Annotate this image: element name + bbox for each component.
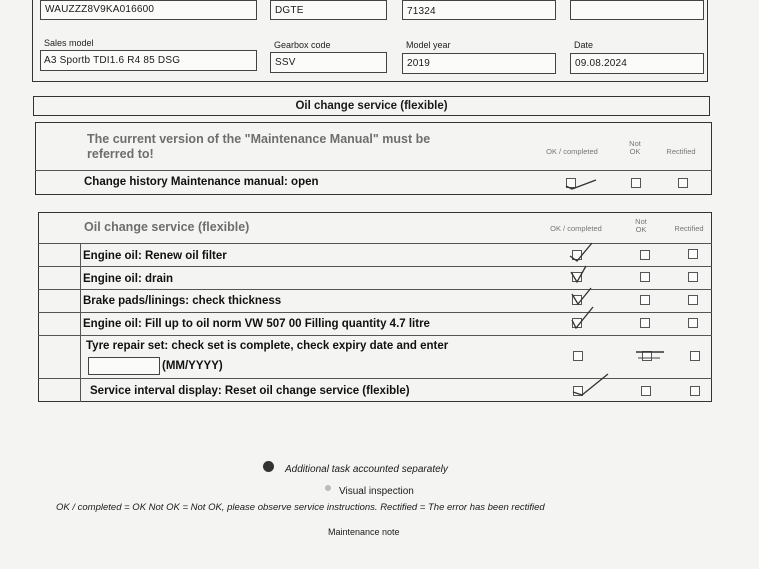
model-year-label: Model year: [406, 40, 451, 50]
filled-dot-icon: [263, 461, 274, 472]
oil-row3-ok-checkbox[interactable]: [572, 295, 582, 305]
oil-header-divider: [38, 243, 712, 244]
oil-row-tyre-repair: Tyre repair set: check set is complete, check expiry date and enter: [86, 340, 449, 352]
manual-notice: [87, 132, 430, 162]
oil-row-brake-pads: Brake pads/linings: check thickness: [83, 295, 282, 307]
tyre-expiry-input[interactable]: [88, 357, 160, 375]
model-year-value: 2019: [407, 58, 431, 69]
oil-row5-ok-checkbox[interactable]: [573, 351, 583, 361]
oil-row5-not-ok-checkbox[interactable]: [642, 351, 652, 361]
title-bar: [33, 96, 710, 116]
manual-rectified-checkbox[interactable]: [678, 178, 688, 188]
oil-col-rectified: Rectified: [674, 224, 704, 233]
engine-code-field: [270, 0, 387, 20]
oil-row1-rectified-checkbox[interactable]: [688, 249, 698, 259]
additional-task-text: Additional task accounted separately: [285, 464, 448, 475]
oil-row-renew-filter: Engine oil: Renew oil filter: [83, 250, 227, 262]
vin-field: [40, 0, 257, 20]
manual-row-text: Change history Maintenance manual: open: [84, 176, 319, 188]
oil-row6-rectified-checkbox[interactable]: [690, 386, 700, 396]
vin-value: WAUZZZ8V9KA016600: [45, 4, 155, 15]
manual-not-ok-checkbox[interactable]: [631, 178, 641, 188]
oil-row-divider-3: [38, 312, 712, 313]
manual-col-not-ok-line2: OK: [629, 147, 641, 156]
legend-text: OK / completed = OK Not OK = Not OK, please observe service instructions. Rectified = The error has been rectified: [56, 502, 545, 513]
oil-row-divider-5: [38, 378, 712, 379]
maintenance-note-label: Maintenance note: [328, 527, 400, 537]
oil-row-divider-4: [38, 335, 712, 336]
visual-inspection-text: Visual inspection: [339, 486, 414, 497]
mileage-value: 71324: [407, 6, 436, 17]
gearbox-label: Gearbox code: [274, 40, 331, 50]
oil-label-column-divider: [80, 243, 81, 402]
small-dot-icon: [325, 485, 331, 491]
mileage-field: [402, 0, 556, 20]
oil-row2-ok-checkbox[interactable]: [572, 272, 582, 282]
manual-col-not-ok: [620, 140, 650, 156]
title-bar-text: Oil change service (flexible): [295, 100, 448, 112]
oil-row3-rectified-checkbox[interactable]: [688, 295, 698, 305]
manual-notice-line2: referred to!: [87, 147, 154, 161]
oil-row2-not-ok-checkbox[interactable]: [640, 272, 650, 282]
oil-row5-rectified-checkbox[interactable]: [690, 351, 700, 361]
sales-model-label: Sales model: [44, 38, 94, 48]
oil-row1-ok-checkbox[interactable]: [572, 250, 582, 260]
gearbox-value: SSV: [275, 57, 296, 68]
oil-row-divider-1: [38, 266, 712, 267]
oil-row6-ok-checkbox[interactable]: [573, 386, 583, 396]
sales-model-field: [40, 50, 257, 71]
date-label: Date: [574, 40, 594, 50]
manual-col-ok: OK / completed: [546, 147, 598, 156]
manual-divider: [35, 170, 712, 171]
oil-row-service-interval: Service interval display: Reset oil change service (flexible): [90, 385, 410, 397]
model-year-field: [402, 53, 556, 74]
oil-row-drain: Engine oil: drain: [83, 273, 174, 285]
date-field: [570, 53, 704, 74]
oil-row4-ok-checkbox[interactable]: [572, 318, 582, 328]
oil-row3-not-ok-checkbox[interactable]: [640, 295, 650, 305]
tyre-expiry-suffix: (MM/YYYY): [162, 360, 223, 372]
sales-model-value: A3 Sportb TDI1.6 R4 85 DSG: [44, 55, 181, 66]
manual-ok-checkbox[interactable]: [566, 178, 576, 188]
oil-row1-not-ok-checkbox[interactable]: [640, 250, 650, 260]
date-value: 09.08.2024: [575, 58, 628, 69]
gearbox-field: [270, 52, 387, 73]
oil-col-not-ok-line1: Not: [635, 217, 647, 226]
oil-row4-rectified-checkbox[interactable]: [688, 318, 698, 328]
manual-notice-line1: The current version of the "Maintenance Manual" must be: [87, 132, 431, 146]
oil-row4-not-ok-checkbox[interactable]: [640, 318, 650, 328]
oil-col-not-ok-line2: OK: [635, 225, 647, 234]
oil-section-heading: Oil change service (flexible): [84, 220, 250, 234]
engine-code-value: DGTE: [275, 5, 304, 16]
manual-col-not-ok-line1: Not: [629, 139, 641, 148]
oil-row-fill-up: Engine oil: Fill up to oil norm VW 507 00 Filling quantity 4.7 litre: [83, 318, 430, 330]
oil-row2-rectified-checkbox[interactable]: [688, 272, 698, 282]
oil-col-not-ok: [626, 218, 656, 234]
oil-col-ok: OK / completed: [550, 224, 602, 233]
oil-row6-not-ok-checkbox[interactable]: [641, 386, 651, 396]
oil-row-divider-2: [38, 289, 712, 290]
extra-field: [570, 0, 704, 20]
manual-col-rectified: Rectified: [666, 147, 696, 156]
